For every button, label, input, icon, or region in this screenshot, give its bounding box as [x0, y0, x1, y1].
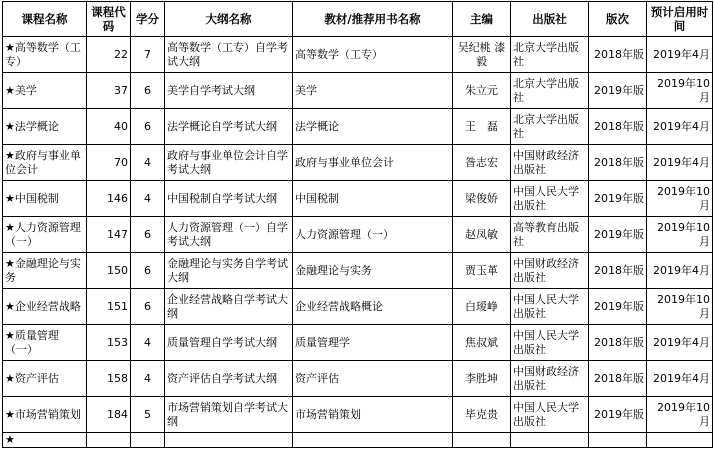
table-row: [3, 433, 713, 448]
cell-course-code: 158: [87, 361, 131, 397]
cell-syllabus: 企业经营战略自学考试大纲: [165, 289, 293, 325]
cell-textbook: 金融理论与实务: [293, 253, 453, 289]
cell-syllabus: 美学自学考试大纲: [165, 73, 293, 109]
cell-course-code: 22: [87, 37, 131, 73]
cell-editor: 赵凤敏: [453, 217, 511, 253]
table-row: [3, 289, 713, 325]
cell-textbook: 资产评估: [293, 361, 453, 397]
cell-syllabus: 市场营销策划自学考试大纲: [165, 397, 293, 433]
cell-credit: 6: [131, 73, 165, 109]
cell-course-code: 146: [87, 181, 131, 217]
cell-course-name: ★金融理论与实务: [3, 253, 87, 289]
cell-credit: 4: [131, 181, 165, 217]
cell-course-code: 153: [87, 325, 131, 361]
cell-course-name: ★: [3, 433, 87, 448]
cell-credit: 5: [131, 397, 165, 433]
header-row: [3, 2, 713, 37]
cell-publisher: 中国财政经济出版社: [511, 361, 589, 397]
header-course-code: 课程代码: [87, 2, 131, 37]
cell-editor: 昝志宏: [453, 145, 511, 181]
cell-course-name: ★法学概论: [3, 109, 87, 145]
table-row: [3, 73, 713, 109]
cell-course-name: ★人力资源管理（一）: [3, 217, 87, 253]
cell-credit: 6: [131, 109, 165, 145]
cell-edition: 2018年版: [589, 253, 647, 289]
cell-publisher: 中国财政经济出版社: [511, 253, 589, 289]
cell-credit: 4: [131, 145, 165, 181]
cell-course-name: ★市场营销策划: [3, 397, 87, 433]
cell-edition: 2018年版: [589, 109, 647, 145]
cell-publisher: 中国人民大学出版社: [511, 397, 589, 433]
header-publisher: 出版社: [511, 2, 589, 37]
table-row: [3, 361, 713, 397]
cell-textbook: 人力资源管理（一）: [293, 217, 453, 253]
cell-publisher: 北京大学出版社: [511, 73, 589, 109]
cell-textbook: [293, 433, 453, 448]
cell-syllabus: 中国税制自学考试大纲: [165, 181, 293, 217]
cell-textbook: 高等数学（工专）: [293, 37, 453, 73]
cell-publisher: [511, 433, 589, 448]
cell-edition: 2019年版: [589, 397, 647, 433]
header-edition: 版次: [589, 2, 647, 37]
cell-editor: 王 磊: [453, 109, 511, 145]
cell-start-time: 2019年4月: [647, 361, 713, 397]
table-row: [3, 217, 713, 253]
cell-edition: 2019年版: [589, 289, 647, 325]
cell-start-time: 2019年10月: [647, 289, 713, 325]
table-row: [3, 145, 713, 181]
cell-course-code: 70: [87, 145, 131, 181]
table-row: [3, 181, 713, 217]
cell-editor: 吴纪桃 漆毅: [453, 37, 511, 73]
cell-editor: 贾玉革: [453, 253, 511, 289]
cell-start-time: 2019年4月: [647, 37, 713, 73]
cell-edition: 2019年版: [589, 217, 647, 253]
cell-syllabus: 人力资源管理（一）自学考试大纲: [165, 217, 293, 253]
cell-publisher: 中国人民大学出版社: [511, 289, 589, 325]
cell-editor: 梁俊娇: [453, 181, 511, 217]
cell-syllabus: 质量管理自学考试大纲: [165, 325, 293, 361]
cell-start-time: 2019年4月: [647, 253, 713, 289]
cell-editor: 白瑷峥: [453, 289, 511, 325]
cell-credit: 4: [131, 361, 165, 397]
table-row: [3, 109, 713, 145]
cell-credit: [131, 433, 165, 448]
course-table: [2, 1, 713, 448]
cell-textbook: 法学概论: [293, 109, 453, 145]
cell-course-code: [87, 433, 131, 448]
cell-editor: 焦叔斌: [453, 325, 511, 361]
cell-course-code: 184: [87, 397, 131, 433]
cell-course-name: ★政府与事业单位会计: [3, 145, 87, 181]
table-row: [3, 397, 713, 433]
cell-credit: 6: [131, 253, 165, 289]
cell-syllabus: 法学概论自学考试大纲: [165, 109, 293, 145]
table-row: [3, 37, 713, 73]
cell-textbook: 市场营销策划: [293, 397, 453, 433]
cell-edition: [589, 433, 647, 448]
cell-course-code: 151: [87, 289, 131, 325]
cell-course-code: 150: [87, 253, 131, 289]
cell-syllabus: [165, 433, 293, 448]
cell-editor: [453, 433, 511, 448]
cell-syllabus: 资产评估自学考试大纲: [165, 361, 293, 397]
cell-edition: 2018年版: [589, 361, 647, 397]
cell-publisher: 北京大学出版社: [511, 37, 589, 73]
cell-credit: 4: [131, 325, 165, 361]
cell-syllabus: 金融理论与实务自学考试大纲: [165, 253, 293, 289]
cell-course-code: 147: [87, 217, 131, 253]
cell-start-time: 2019年4月: [647, 325, 713, 361]
cell-course-name: ★高等数学（工专）: [3, 37, 87, 73]
cell-start-time: 2019年4月: [647, 109, 713, 145]
cell-start-time: [647, 433, 713, 448]
cell-course-code: 40: [87, 109, 131, 145]
cell-publisher: 北京大学出版社: [511, 109, 589, 145]
cell-course-name: ★中国税制: [3, 181, 87, 217]
cell-course-name: ★企业经营战略: [3, 289, 87, 325]
header-syllabus: 大纲名称: [165, 2, 293, 37]
cell-edition: 2018年版: [589, 37, 647, 73]
cell-publisher: 中国人民大学出版社: [511, 325, 589, 361]
cell-publisher: 高等教育出版社: [511, 217, 589, 253]
cell-start-time: 2019年10月: [647, 73, 713, 109]
cell-textbook: 中国税制: [293, 181, 453, 217]
cell-syllabus: 高等数学（工专）自学考试大纲: [165, 37, 293, 73]
cell-start-time: 2019年10月: [647, 397, 713, 433]
cell-edition: 2019年版: [589, 73, 647, 109]
cell-start-time: 2019年10月: [647, 181, 713, 217]
cell-credit: 6: [131, 217, 165, 253]
cell-start-time: 2019年4月: [647, 145, 713, 181]
cell-textbook: 企业经营战略概论: [293, 289, 453, 325]
cell-publisher: 中国财政经济出版社: [511, 145, 589, 181]
cell-start-time: 2019年10月: [647, 217, 713, 253]
cell-course-code: 37: [87, 73, 131, 109]
cell-course-name: ★资产评估: [3, 361, 87, 397]
cell-editor: 朱立元: [453, 73, 511, 109]
cell-edition: 2018年版: [589, 145, 647, 181]
cell-course-name: ★质量管理（一）: [3, 325, 87, 361]
cell-edition: 2018年版: [589, 325, 647, 361]
header-editor: 主编: [453, 2, 511, 37]
header-start-time: 预计启用时间: [647, 2, 713, 37]
cell-credit: 6: [131, 289, 165, 325]
cell-edition: 2019年版: [589, 181, 647, 217]
cell-textbook: 质量管理学: [293, 325, 453, 361]
cell-course-name: ★美学: [3, 73, 87, 109]
table-row: [3, 325, 713, 361]
header-course-name: 课程名称: [3, 2, 87, 37]
cell-editor: 毕克贵: [453, 397, 511, 433]
cell-publisher: 中国人民大学出版社: [511, 181, 589, 217]
header-credit: 学分: [131, 2, 165, 37]
cell-credit: 7: [131, 37, 165, 73]
cell-syllabus: 政府与事业单位会计自学考试大纲: [165, 145, 293, 181]
cell-editor: 李胜坤: [453, 361, 511, 397]
cell-textbook: 政府与事业单位会计: [293, 145, 453, 181]
header-textbook: 教材/推荐用书名称: [293, 2, 453, 37]
table-row: [3, 253, 713, 289]
cell-textbook: 美学: [293, 73, 453, 109]
